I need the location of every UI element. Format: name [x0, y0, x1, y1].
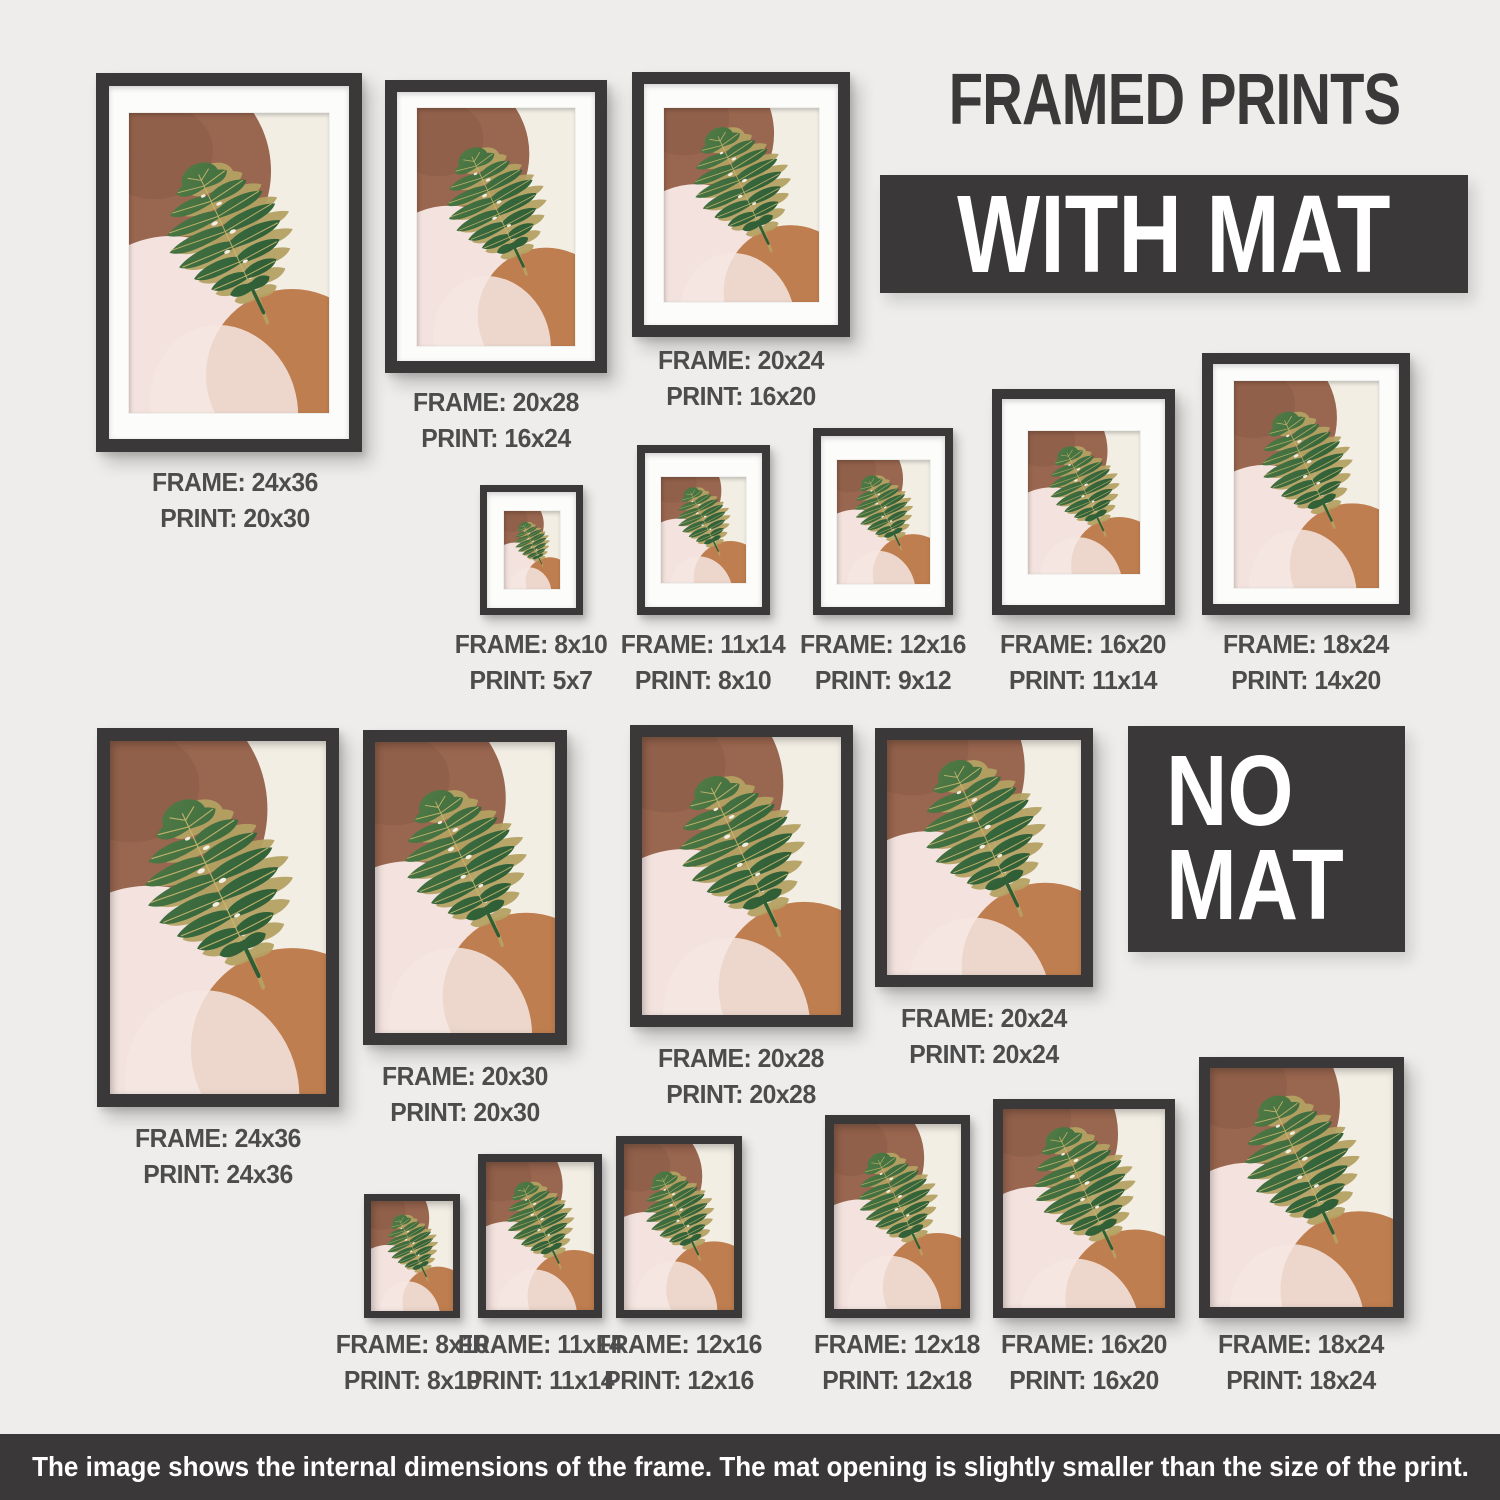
- print-size-text: PRINT: 14x20: [1231, 665, 1381, 695]
- monstera-artwork: [486, 1162, 594, 1310]
- monstera-artwork: [837, 460, 930, 584]
- size-label: [85, 464, 385, 536]
- framed-print-no-mat-20x28: [630, 725, 853, 1027]
- framed-print-with-mat-20x24: [632, 72, 850, 337]
- frame-inner: [375, 742, 555, 1033]
- frame-size-text: FRAME: 20x24: [658, 345, 824, 375]
- page-title: [880, 58, 1468, 142]
- art-fill: [887, 740, 1081, 975]
- mat: [109, 86, 349, 439]
- frame-size-text: FRAME: 24x36: [152, 467, 318, 497]
- art-window: [661, 477, 746, 583]
- monstera-artwork: [1234, 381, 1379, 588]
- art-fill: [371, 1201, 453, 1311]
- mat: [645, 453, 762, 607]
- frame-size-text: FRAME: 8x10: [335, 1329, 489, 1359]
- art-fill: [834, 1124, 961, 1309]
- with-mat-badge: [880, 172, 1468, 296]
- art-fill: [1003, 1109, 1165, 1308]
- monstera-artwork: [1210, 1068, 1393, 1307]
- framed-print-no-mat-11x14: [478, 1154, 602, 1318]
- size-label: [315, 1058, 615, 1130]
- framed-print-no-mat-8x10: [364, 1194, 460, 1318]
- print-size-text: PRINT: 20x28: [666, 1079, 816, 1109]
- print-size-text: PRINT: 5x7: [469, 665, 593, 695]
- frame-size-text: FRAME: 16x20: [1000, 629, 1166, 659]
- art-window: [504, 511, 560, 589]
- framed-print-with-mat-16x20: [992, 389, 1175, 615]
- monstera-artwork: [834, 1124, 961, 1309]
- mat: [397, 92, 595, 361]
- frame-inner: [644, 84, 838, 325]
- framed-print-no-mat-18x24: [1199, 1057, 1404, 1318]
- monstera-artwork: [1028, 431, 1140, 574]
- art-fill: [375, 742, 555, 1033]
- framed-print-no-mat-12x16: [616, 1136, 742, 1318]
- frame-inner: [624, 1144, 734, 1310]
- print-size-text: PRINT: 9x12: [814, 665, 952, 695]
- frame-size-text: FRAME: 12x16: [800, 629, 966, 659]
- print-size-text: PRINT: 8x10: [343, 1365, 481, 1395]
- frame-inner: [1213, 364, 1399, 604]
- frame-size-text: FRAME: 12x16: [596, 1329, 762, 1359]
- monstera-artwork: [642, 737, 841, 1015]
- frame-inner: [821, 436, 945, 607]
- print-size-text: PRINT: 16x20: [666, 381, 816, 411]
- frame-size-text: FRAME: 18x24: [1218, 1329, 1384, 1359]
- monstera-artwork: [661, 477, 746, 583]
- art-window: [1234, 381, 1379, 588]
- art-fill: [642, 737, 841, 1015]
- framed-print-with-mat-12x16: [813, 428, 953, 615]
- print-size-text: PRINT: 18x24: [1226, 1365, 1376, 1395]
- framed-print-with-mat-24x36: [96, 73, 362, 452]
- frame-size-text: FRAME: 12x18: [814, 1329, 980, 1359]
- framed-print-no-mat-20x30: [363, 730, 567, 1045]
- frame-inner: [110, 741, 326, 1094]
- framed-print-with-mat-11x14: [637, 445, 770, 615]
- mat: [821, 436, 945, 607]
- frame-inner: [371, 1201, 453, 1311]
- framed-print-no-mat-16x20: [993, 1099, 1175, 1318]
- print-size-text: PRINT: 8x10: [634, 665, 772, 695]
- frame-inner: [1210, 1068, 1393, 1307]
- size-label: [68, 1120, 368, 1192]
- print-size-text: PRINT: 24x36: [143, 1159, 293, 1189]
- frame-size-text: FRAME: 20x30: [382, 1061, 548, 1091]
- monstera-artwork: [375, 742, 555, 1033]
- art-window: [129, 113, 329, 413]
- print-size-text: PRINT: 11x14: [1008, 665, 1158, 695]
- print-size-text: PRINT: 16x20: [1009, 1365, 1159, 1395]
- monstera-artwork: [664, 108, 819, 302]
- mat: [644, 84, 838, 325]
- art-window: [417, 108, 575, 346]
- no-mat-badge: [1128, 726, 1405, 952]
- print-size-text: PRINT: 12x16: [604, 1365, 754, 1395]
- art-window: [664, 108, 819, 302]
- print-size-text: PRINT: 20x24: [909, 1039, 1059, 1069]
- frame-size-text: FRAME: 8x10: [454, 629, 608, 659]
- monstera-artwork: [624, 1144, 734, 1310]
- print-size-text: PRINT: 20x30: [160, 503, 310, 533]
- monstera-artwork: [110, 741, 326, 1094]
- print-size-text: PRINT: 16x24: [421, 423, 571, 453]
- print-size-text: PRINT: 20x30: [390, 1097, 540, 1127]
- frame-inner: [834, 1124, 961, 1309]
- no-mat-badge-line2: MAT: [1166, 829, 1344, 941]
- frame-inner: [397, 92, 595, 361]
- monstera-artwork: [1003, 1109, 1165, 1308]
- frame-size-text: FRAME: 20x24: [901, 1003, 1067, 1033]
- size-label: [834, 1000, 1134, 1072]
- frame-inner: [1003, 1109, 1165, 1308]
- frame-inner: [645, 453, 762, 607]
- frame-inner: [1002, 399, 1165, 605]
- frame-size-text: FRAME: 24x36: [135, 1123, 301, 1153]
- framed-print-no-mat-12x18: [825, 1115, 970, 1318]
- art-fill: [486, 1162, 594, 1310]
- frame-size-text: FRAME: 11x14: [620, 629, 786, 659]
- monstera-artwork: [504, 511, 560, 589]
- page-title-text: FRAMED PRINTS: [948, 60, 1400, 140]
- monstera-artwork: [417, 108, 575, 346]
- with-mat-badge-text: WITH MAT: [957, 172, 1391, 296]
- footer-note-text: The image shows the internal dimensions of the frame. The mat opening is slightly smaller than the size of the print.: [31, 1451, 1469, 1482]
- footer-note-bar: [0, 1434, 1500, 1500]
- framed-print-with-mat-8x10: [480, 485, 583, 615]
- art-fill: [624, 1144, 734, 1310]
- size-label: [591, 342, 891, 414]
- art-fill: [1210, 1068, 1393, 1307]
- frame-inner: [109, 86, 349, 439]
- monstera-artwork: [887, 740, 1081, 975]
- framed-print-no-mat-20x24: [875, 728, 1093, 987]
- frame-inner: [486, 1162, 594, 1310]
- frame-size-text: FRAME: 16x20: [1001, 1329, 1167, 1359]
- framed-print-with-mat-20x28: [385, 80, 607, 373]
- print-size-text: PRINT: 12x18: [822, 1365, 972, 1395]
- frame-size-text: FRAME: 20x28: [413, 387, 579, 417]
- frame-size-text: FRAME: 11x14: [457, 1329, 623, 1359]
- frame-inner: [642, 737, 841, 1015]
- size-label: [1156, 626, 1456, 698]
- art-window: [1028, 431, 1140, 574]
- monstera-artwork: [129, 113, 329, 413]
- frame-size-text: FRAME: 18x24: [1223, 629, 1389, 659]
- frame-inner: [487, 492, 576, 608]
- mat: [1002, 399, 1165, 605]
- art-fill: [110, 741, 326, 1094]
- print-size-text: PRINT: 11x14: [465, 1365, 615, 1395]
- mat: [1213, 364, 1399, 604]
- monstera-artwork: [371, 1201, 453, 1311]
- mat: [487, 492, 576, 608]
- frame-inner: [887, 740, 1081, 975]
- size-label: [1151, 1326, 1451, 1398]
- framed-print-no-mat-24x36: [97, 728, 339, 1107]
- frame-size-text: FRAME: 20x28: [658, 1043, 824, 1073]
- no-mat-badge-line1: NO: [1166, 735, 1294, 847]
- framed-print-with-mat-18x24: [1202, 353, 1410, 615]
- art-window: [837, 460, 930, 584]
